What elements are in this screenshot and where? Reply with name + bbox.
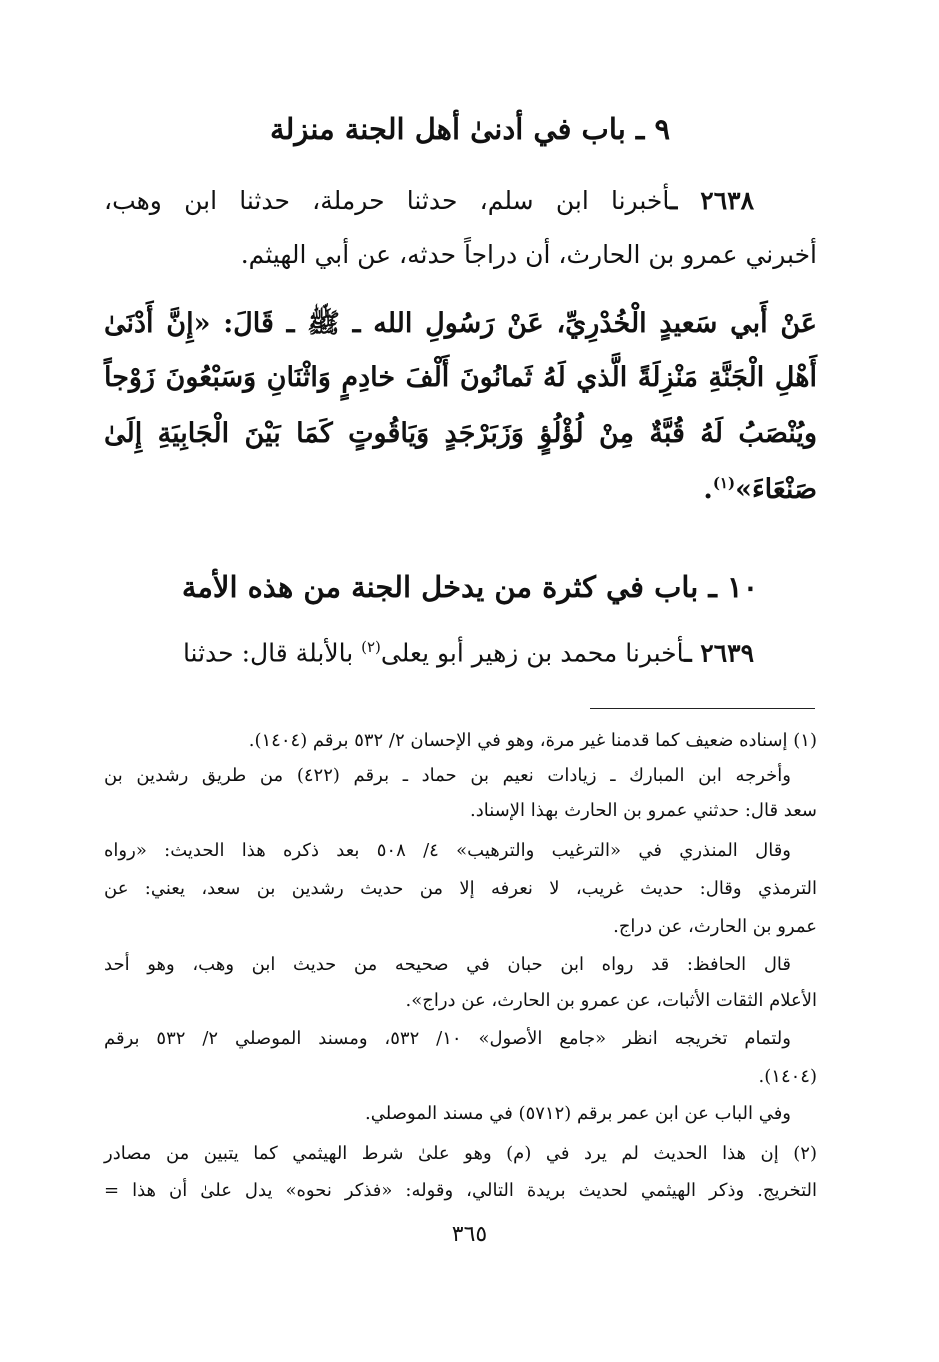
footnote-line-4: وقال المنذري في «الترغيب والترهيب» ٤/ ٥٠٨ بعد ذكره هذا الحديث: «رواه: [104, 840, 791, 861]
matn-line-3: ويُنْصَبُ لَهُ قُبَّةٌ مِنْ لُؤْلُؤٍ وَزَبَرْجَدٍ وَيَاقُوتٍ كَمَا بَيْنَ الْجَابِيَةِ إِلَىٰ: [104, 418, 817, 449]
footnote-line-6: عمرو بن الحارث، عن دراج.: [613, 916, 817, 937]
footnote-line-12: (٢) إن هذا الحديث لم يرد في (م) وهو علىٰ شرط الهيثمي كما يتبين من مصادر: [104, 1143, 817, 1164]
footnote-line-5: الترمذي وقال: حديث غريب، لا نعرفه إلا من حديث رشدين بن سعد، يعني: عن: [104, 878, 817, 899]
footnote-ref-2: (٢): [361, 638, 381, 656]
footnote-line-8: الأعلام الثقات الأثبات، عن عمرو بن الحارث، عن دراج».: [405, 990, 817, 1011]
matn-line-4: [104, 474, 817, 505]
isnad-text-1: أخبرنا ابن سلم، حدثنا حرملة، حدثنا ابن وهب،: [104, 186, 670, 215]
hadith-2638-isnad-line-2: أخبرني عمرو بن الحارث، أن دراجاً حدثه، عن أبي الهيثم.: [240, 240, 817, 269]
isnad-text-a: أخبرنا محمد بن زهير أبو يعلى: [380, 638, 685, 668]
footnote-line-3: سعد قال: حدثني عمرو بن الحارث بهذا الإسناد.: [470, 800, 817, 821]
footnote-ref-1: (١): [712, 474, 736, 492]
matn-line-2: أَهْلِ الْجَنَّةِ مَنْزِلَةً الَّذي لَهُ ثَمانُونَ أَلْفَ خادِمٍ وَاثْنَانِ وَسَبْعُونَ زَوْجاً: [104, 362, 817, 393]
matn-end-word: صَنْعَاءَ»: [735, 474, 817, 505]
hadith-2639-isnad-line-1: [104, 638, 754, 667]
footnote-line-1: (١) إسناده ضعيف كما قدمنا غير مرة، وهو في الإحسان ٢/ ٥٣٢ برقم (١٤٠٤).: [248, 730, 817, 751]
isnad-text-b: بالأبلة قال: حدثنا: [182, 638, 354, 668]
footnote-line-2: وأخرجه ابن المبارك ـ زيادات نعيم بن حماد ـ برقم (٤٢٢) من طريق رشدين بن: [104, 765, 791, 786]
hadith-number-2638: ٢٦٣٨ ـ: [669, 186, 754, 215]
page-number: ٣٦٥: [451, 1222, 488, 1247]
matn-period: .: [703, 474, 713, 505]
matn-line-1: عَنْ أَبي سَعيدٍ الْخُدْرِيِّ، عَنْ رَسُولِ الله ـ ﷺ ـ قَالَ: «إِنَّ أَدْنَىٰ: [104, 308, 817, 339]
footnote-line-10: (١٤٠٤).: [758, 1066, 817, 1087]
hadith-2638-isnad-line-1: [104, 186, 754, 215]
hadith-number-2639: ٢٦٣٩ ـ: [684, 638, 754, 668]
footnote-line-13: التخريج. وذكر الهيثمي لحديث بريدة التالي، وقوله: «فذكر نحوه» يدل علىٰ أن هذا =: [104, 1180, 817, 1201]
section-10-title: ١٠ ـ باب في كثرة من يدخل الجنة من هذه الأمة: [181, 570, 759, 604]
footnote-line-11: وفي الباب عن ابن عمر برقم (٥٧١٢) في مسند الموصلي.: [365, 1103, 791, 1124]
footnote-separator: [590, 708, 815, 709]
section-9-title: ٩ ـ باب في أدنىٰ أهل الجنة منزلة: [269, 112, 671, 146]
footnote-line-9: ولتمام تخريجه انظر «جامع الأصول» ١٠/ ٥٣٢، ومسند الموصلي ٢/ ٥٣٢ برقم: [104, 1028, 791, 1049]
footnote-line-7: قال الحافظ: قد رواه ابن حبان في صحيحه من حديث ابن وهب، وهو أحد: [104, 954, 791, 975]
